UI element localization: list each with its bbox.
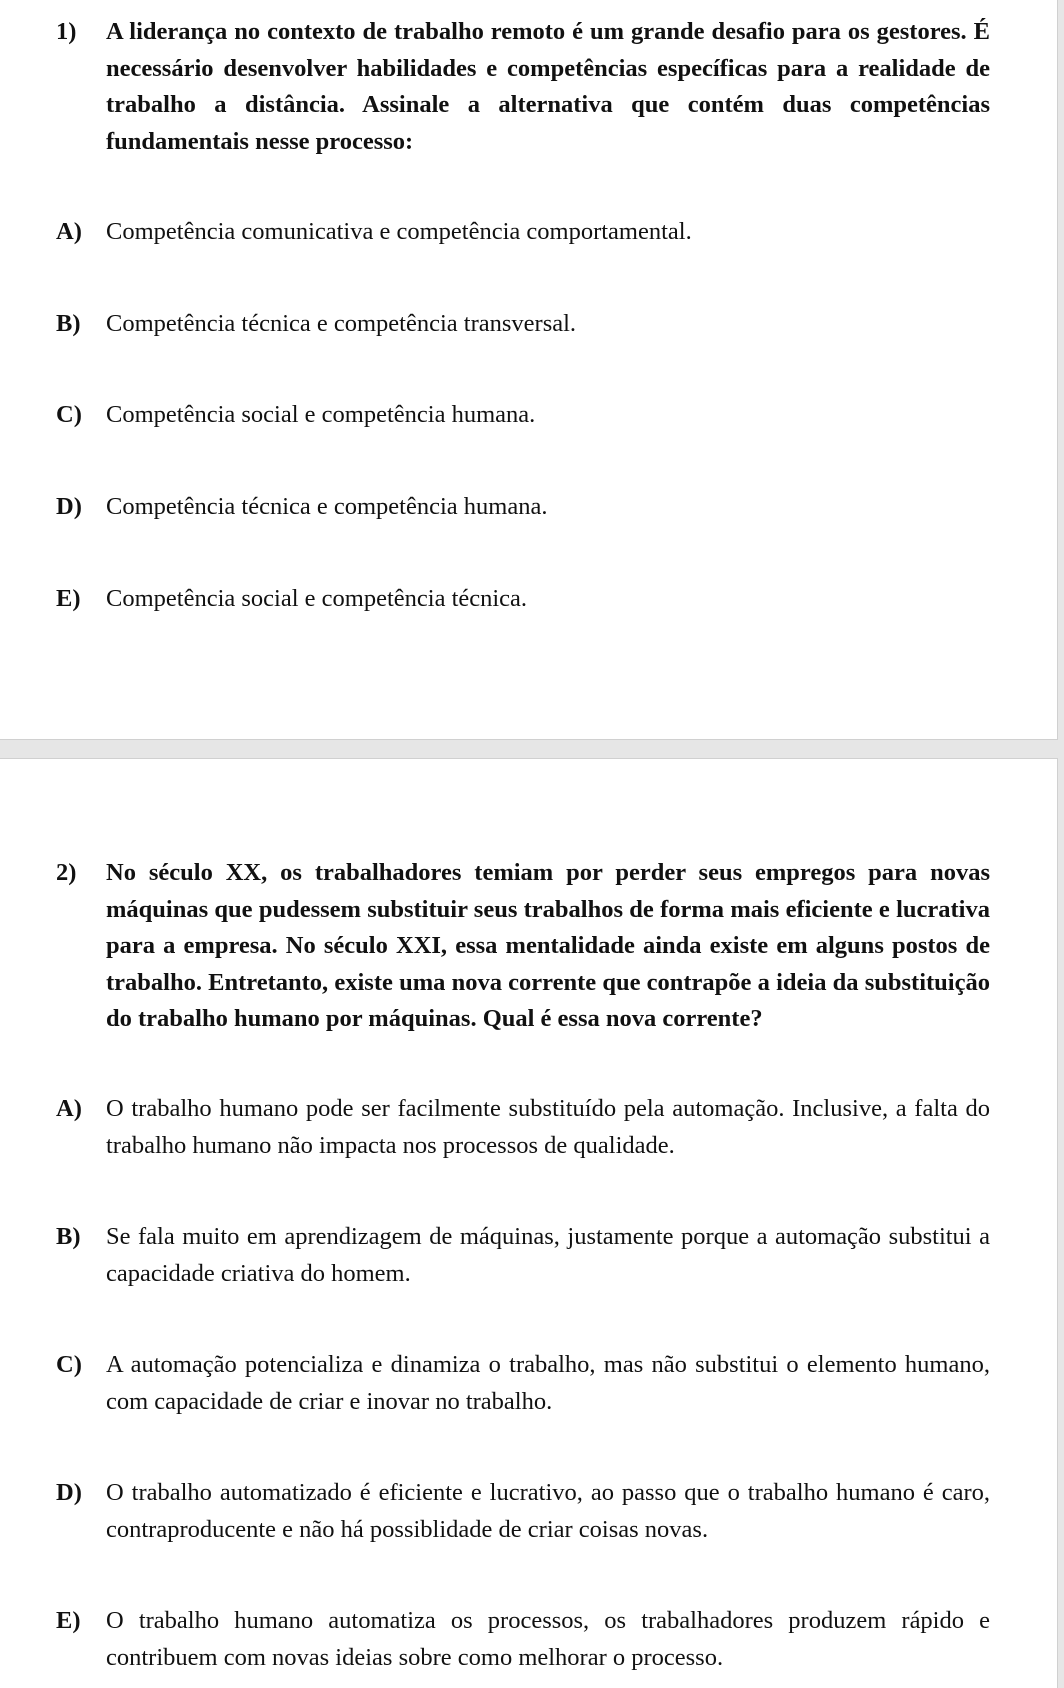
option-letter: C) — [56, 1351, 82, 1378]
option-letter: A) — [56, 218, 82, 245]
option-letter: E) — [56, 585, 81, 612]
option-1e — [56, 581, 990, 618]
page-2 — [0, 758, 1058, 1688]
option-1b — [56, 306, 990, 343]
option-text: Competência técnica e competência transversal. — [106, 310, 577, 337]
option-letter: D) — [56, 493, 82, 520]
option-1a — [56, 214, 990, 251]
option-2a — [56, 1091, 990, 1164]
question-text: No século XX, os trabalhadores temiam por perder seus empregos para novas máquinas que pudessem substituir seus trabalhos de forma mais eficiente e lucrativa para a empresa. No século XXI, essa mentalidade ainda existe em alguns postos de trabalho. Entretanto, existe uma nova corrente que contrapõe a ideia da substituição do trabalho humano por máquinas. Qual é essa nova corrente? — [106, 859, 990, 1032]
option-2d — [56, 1475, 990, 1548]
option-text: O trabalho humano pode ser facilmente substituído pela automação. Inclusive, a falta do trabalho humano não impacta nos processos de qualidade. — [106, 1095, 990, 1159]
option-letter: D) — [56, 1479, 82, 1506]
question-number: 1) — [56, 18, 77, 45]
option-text: O trabalho automatizado é eficiente e lucrativo, ao passo que o trabalho humano é caro, contraproducente e não há possiblidade de criar coisas novas. — [106, 1479, 990, 1543]
option-2b — [56, 1219, 990, 1292]
option-letter: E) — [56, 1607, 81, 1634]
option-text: Se fala muito em aprendizagem de máquinas, justamente porque a automação substitui a capacidade criativa do homem. — [106, 1223, 990, 1287]
page-1 — [0, 0, 1058, 740]
option-2c — [56, 1347, 990, 1420]
option-1c — [56, 397, 990, 434]
question-number: 2) — [56, 859, 77, 886]
option-text: Competência social e competência técnica. — [106, 585, 528, 612]
option-text: Competência social e competência humana. — [106, 401, 536, 428]
option-letter: B) — [56, 310, 81, 337]
option-2e — [56, 1603, 990, 1676]
option-letter: A) — [56, 1095, 82, 1122]
option-1d — [56, 489, 990, 526]
option-text: O trabalho humano automatiza os processos, os trabalhadores produzem rápido e contribuem com novas ideias sobre como melhorar o processo. — [106, 1607, 990, 1671]
question-1 — [56, 14, 990, 160]
option-letter: B) — [56, 1223, 81, 1250]
question-text: A liderança no contexto de trabalho remoto é um grande desafio para os gestores. É necessário desenvolver habilidades e competências específicas para a realidade de trabalho a distância. Assinale a alternativa que contém duas competências fundamentais nesse processo: — [106, 18, 990, 155]
option-text: Competência técnica e competência humana. — [106, 493, 548, 520]
option-text: A automação potencializa e dinamiza o trabalho, mas não substitui o elemento humano, com capacidade de criar e inovar no trabalho. — [106, 1351, 990, 1415]
question-2 — [56, 855, 990, 1038]
option-text: Competência comunicativa e competência comportamental. — [106, 218, 692, 245]
option-letter: C) — [56, 401, 82, 428]
